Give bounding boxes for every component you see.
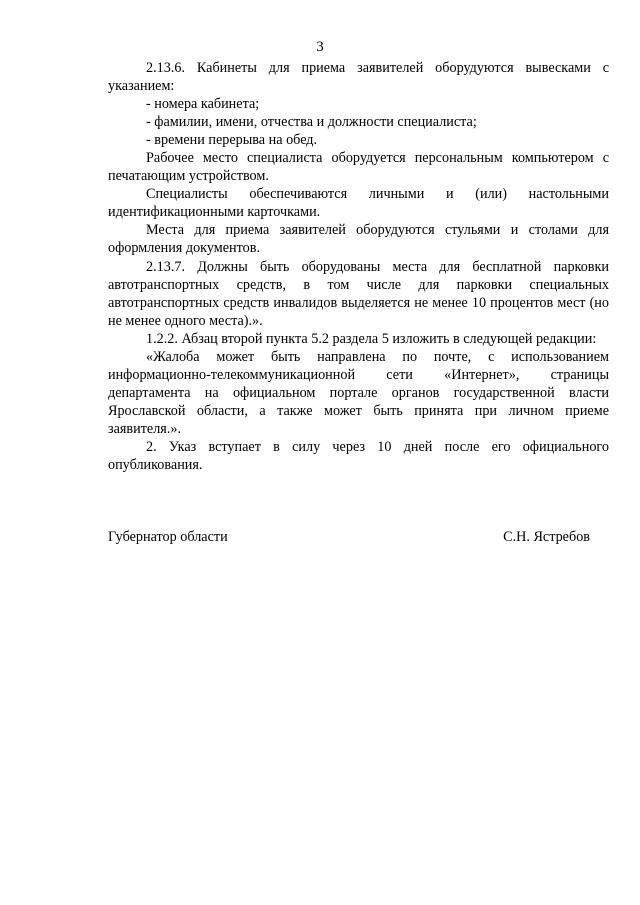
paragraph-1-2-2: 1.2.2. Абзац второй пункта 5.2 раздела 5 изложить в следующей редакции: xyxy=(146,330,597,347)
signatory-name: С.Н. Ястребов xyxy=(503,529,590,545)
list-item-specialist-name: - фамилии, имени, отчества и должности специалиста; xyxy=(146,114,477,131)
signature-block xyxy=(108,528,590,546)
paragraph-2-13-7: 2.13.7. Должны быть оборудованы места для бесплатной парковки автотранспортных средств, в том числе для парковки специальных автотранспортных средств инвалидов выделяется не менее 10 процентов мест (но не менее одного места).». xyxy=(108,258,609,329)
page-number: 3 xyxy=(316,39,324,55)
signatory-position: Губернатор области xyxy=(108,529,228,545)
paragraph-effective-date: 2. Указ вступает в силу через 10 дней после его официального опубликования. xyxy=(108,438,609,474)
paragraph-complaint-quote: «Жалоба может быть направлена по почте, с использованием информационно-телекоммуникационной сети «Интернет», страницы департамента на официальном портале органов государственной власти Ярославской области, а также может быть принята при личном приеме заявителя.». xyxy=(108,348,609,437)
paragraph-2-13-6: 2.13.6. Кабинеты для приема заявителей оборудуются вывесками с указанием: xyxy=(108,60,609,95)
list-item-room-number: - номера кабинета; xyxy=(146,96,260,113)
paragraph-id-cards: Специалисты обеспечиваются личными и (или) настольными идентификационными карточками. xyxy=(108,186,609,221)
list-item-break-time: - времени перерыва на обед. xyxy=(146,132,318,149)
paragraph-seating: Места для приема заявителей оборудуются стульями и столами для оформления документов. xyxy=(108,222,609,257)
document-body xyxy=(108,59,609,474)
paragraph-workplace: Рабочее место специалиста оборудуется персональным компьютером с печатающим устройством. xyxy=(108,150,609,185)
